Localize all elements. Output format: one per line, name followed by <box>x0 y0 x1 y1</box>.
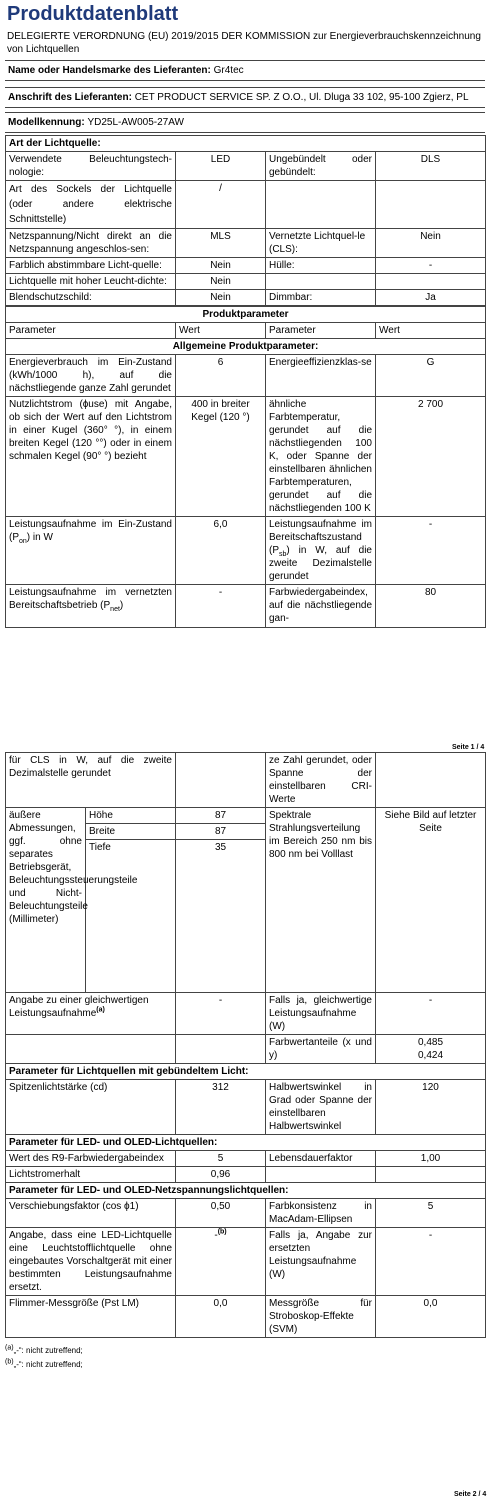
height-value: 87 <box>176 808 266 824</box>
type-value: LED <box>176 152 266 181</box>
type-value: MLS <box>176 229 266 258</box>
param-label: Farbwertanteile (x und y) <box>266 1035 376 1064</box>
param-value: - <box>376 517 486 585</box>
param-label: Lebensdauerfaktor <box>266 1151 376 1167</box>
supplier-address-row <box>5 87 485 108</box>
type-heading: Art der Lichtquelle: <box>6 136 486 152</box>
table-row <box>6 753 486 808</box>
table-row <box>6 258 486 274</box>
param-label: Angabe, dass eine LED-Lichtquelle eine Leuchtstofflichtquelle ohne eingebautes Vorschaltgerät mit einer bestimmten Leistungsaufnahme ersetzt. <box>6 1228 176 1296</box>
param-label: ze Zahl gerundet, oder Spanne der einstellbaren CRI-Werte <box>266 753 376 808</box>
table-row <box>6 585 486 628</box>
param-value: Siehe Bild auf letzter Seite <box>376 808 486 993</box>
param-label: ähnliche Farbtemperatur, gerundet auf die nächstliegenden 100 K, oder Spanne der einstellbaren ähnlichen Farbtemperaturen, gerundet auf die nächstliegenden 100 K <box>266 397 376 517</box>
param-label: Leistungsaufnahme im Bereitschaftszustand $(P_{sb})$ in W, auf die zweite Dezimalstelle gerundet <box>266 517 376 585</box>
led-heading: Parameter für LED- und OLED-Lichtquellen: <box>6 1135 486 1151</box>
table-row <box>6 993 486 1035</box>
param-label: Nutzlichtstrom (ɸuse) mit Angabe, ob sich der Wert auf den Lichtstrom in einer Kugel (360° °), in einem breiten Kegel (120 °°) oder in einem schmalen Kegel (90° °) bezieht <box>6 397 176 517</box>
table-row <box>6 355 486 397</box>
supplier-name-label: Name oder Handelsmarke des Lieferanten: <box>8 65 211 76</box>
param-label: Leistungsaufnahme im Ein-Zustand $(P_{on})$ in W <box>6 517 176 585</box>
params-heading: Produktparameter <box>6 307 486 323</box>
param-label: Leistungsaufnahme im vernetzten Bereitschaftsbetrieb $(P_{net})$ <box>6 585 176 628</box>
supplier-address: CET PRODUCT SERVICE SP. Z O.O., Ul. Dluga 33 102, 95-100 Zgierz, PL <box>134 92 469 103</box>
param-value: -$^{(b)}$ <box>176 1228 266 1296</box>
param-label <box>6 1035 176 1064</box>
param-value <box>376 1167 486 1183</box>
supplier-name-row <box>5 60 485 81</box>
model-label: Modellkennung: <box>8 117 85 128</box>
param-label: Spektrale Strahlungsverteilung im Bereich 250 nm bis 800 nm bei Volllast <box>266 808 376 993</box>
depth-label: Tiefe <box>86 840 176 993</box>
type-value: Nein <box>376 229 486 258</box>
type-value: Nein <box>176 258 266 274</box>
footnote-b: $^{(b)}$„-“: nicht zutreffend; <box>5 1358 83 1369</box>
table-row <box>6 1199 486 1228</box>
param-label: für CLS in W, auf die zweite Dezimalstelle gerundet <box>6 753 176 808</box>
mains-heading: Parameter für LED- und OLED-Netzspannungslichtquellen: <box>6 1183 486 1199</box>
param-value: 0,96 <box>176 1167 266 1183</box>
table-row <box>6 1296 486 1338</box>
param-value: 0,485 0,424 <box>376 1035 486 1064</box>
type-label: Hülle: <box>266 258 376 274</box>
param-value: 0,0 <box>376 1296 486 1338</box>
param-label: Farbwiedergabeindex, auf die nächstliegende gan- <box>266 585 376 628</box>
table-row <box>6 1035 486 1064</box>
table-row <box>6 517 486 585</box>
datasheet-page-2 <box>5 752 485 1372</box>
param-value: 2 700 <box>376 397 486 517</box>
param-label: Messgröße für Stroboskop-Effekte (SVM) <box>266 1296 376 1338</box>
param-value: 312 <box>176 1080 266 1135</box>
param-value <box>176 1035 266 1064</box>
table-row <box>6 152 486 181</box>
param-value: - <box>376 993 486 1035</box>
param-label: Falls ja, gleichwertige Leistungsaufnahme (W) <box>266 993 376 1035</box>
param-value: 0,50 <box>176 1199 266 1228</box>
type-label: Verwendete Beleuchtungstech-nologie: <box>6 152 176 181</box>
param-value: - <box>376 1228 486 1296</box>
type-label: Netzspannung/Nicht direkt an die Netzspannung angeschlos-sen: <box>6 229 176 258</box>
table-row <box>6 181 486 229</box>
type-label: Lichtquelle mit hoher Leucht-dichte: <box>6 274 176 290</box>
type-value: - <box>376 258 486 274</box>
type-label: Vernetzte Lichtquel-le (CLS): <box>266 229 376 258</box>
table-row <box>6 274 486 290</box>
product-parameters-table <box>5 306 486 628</box>
width-label: Breite <box>86 824 176 840</box>
type-value: DLS <box>376 152 486 181</box>
regulation-text: DELEGIERTE VERORDNUNG (EU) 2019/2015 DER KOMMISSION zur Energieverbrauchskennzeichnung von Lichtquellen <box>7 31 481 55</box>
param-value: - <box>176 585 266 628</box>
param-value: G <box>376 355 486 397</box>
param-value: 6,0 <box>176 517 266 585</box>
param-label: Energieeffizienzklas-se <box>266 355 376 397</box>
type-value <box>376 181 486 229</box>
footnote-a: $^{(a)}$„-“: nicht zutreffend; <box>5 1344 83 1355</box>
param-value: 400 in breiter Kegel (120 °) <box>176 397 266 517</box>
param-label <box>266 1167 376 1183</box>
width-value: 87 <box>176 824 266 840</box>
type-label: Dimmbar: <box>266 290 376 306</box>
product-parameters-table-cont <box>5 752 486 1338</box>
supplier-address-label: Anschrift des Lieferanten: <box>8 92 132 103</box>
table-row <box>6 808 486 824</box>
param-value: 6 <box>176 355 266 397</box>
type-value: Ja <box>376 290 486 306</box>
directional-heading: Parameter für Lichtquellen mit gebündeltem Licht: <box>6 1064 486 1080</box>
type-label <box>266 181 376 229</box>
table-row <box>6 1080 486 1135</box>
column-header: Wert <box>376 323 486 339</box>
param-value: 0,0 <box>176 1296 266 1338</box>
table-row <box>6 397 486 517</box>
table-row <box>6 290 486 306</box>
table-row <box>6 1167 486 1183</box>
param-value: - <box>176 993 266 1035</box>
param-value <box>376 753 486 808</box>
param-label: Farbkonsistenz in MacAdam-Ellipsen <box>266 1199 376 1228</box>
table-row <box>6 229 486 258</box>
table-header <box>6 323 486 339</box>
param-value <box>176 753 266 808</box>
param-label: Falls ja, Angabe zur ersetzten Leistungsaufnahme (W) <box>266 1228 376 1296</box>
type-value: Nein <box>176 274 266 290</box>
supplier-name: Gr4tec <box>213 65 244 76</box>
page-number: Seite 1 / 4 <box>452 744 485 751</box>
param-label: Flimmer-Messgröße (Pst LM) <box>6 1296 176 1338</box>
page-number: Seite 2 / 4 <box>454 1491 487 1498</box>
param-label: Verschiebungsfaktor (cos ϕ1) <box>6 1199 176 1228</box>
type-value <box>376 274 486 290</box>
model-row <box>5 112 485 133</box>
param-value: 5 <box>376 1199 486 1228</box>
column-header: Wert <box>176 323 266 339</box>
table-row <box>6 1151 486 1167</box>
type-label: Art des Sockels der Lichtquelle (oder andere elektrische Schnittstelle) <box>6 181 176 229</box>
param-label: Energieverbrauch im Ein-Zustand (kWh/1000 h), auf die nächstliegende ganze Zahl gerundet <box>6 355 176 397</box>
type-label <box>266 274 376 290</box>
type-value: Nein <box>176 290 266 306</box>
dimensions-label: äußere Abmessungen, ggf. ohne separates Betriebsgerät, Beleuchtungssteuerungsteile und Nicht-Beleuchtungsteile (Millimeter) <box>6 808 86 993</box>
type-value: / <box>176 181 266 229</box>
type-label: Ungebündelt oder gebündelt: <box>266 152 376 181</box>
datasheet-page-1 <box>5 0 485 628</box>
param-label: Angabe zu einer gleichwertigen Leistungsaufnahme$^{(a)}$ <box>6 993 176 1035</box>
param-value: 1,00 <box>376 1151 486 1167</box>
param-value: 120 <box>376 1080 486 1135</box>
param-label: Wert des R9-Farbwiedergabeindex <box>6 1151 176 1167</box>
param-value: 5 <box>176 1151 266 1167</box>
column-header: Parameter <box>266 323 376 339</box>
param-label: Halbwertswinkel in Grad oder Spanne der einstellbaren Halbwertswinkel <box>266 1080 376 1135</box>
type-label: Farblich abstimmbare Licht-quelle: <box>6 258 176 274</box>
general-heading: Allgemeine Produktparameter: <box>6 339 486 355</box>
light-source-type-table <box>5 135 486 306</box>
depth-value: 35 <box>176 840 266 993</box>
type-label: Blendschutzschild: <box>6 290 176 306</box>
table-row <box>6 1228 486 1296</box>
height-label: Höhe <box>86 808 176 824</box>
column-header: Parameter <box>6 323 176 339</box>
param-label: Lichtstromerhalt <box>6 1167 176 1183</box>
document-title: Produktdatenblatt <box>7 3 179 25</box>
param-value: 80 <box>376 585 486 628</box>
model-id: YD25L-AW005-27AW <box>87 117 184 128</box>
param-label: Spitzenlichtstärke (cd) <box>6 1080 176 1135</box>
